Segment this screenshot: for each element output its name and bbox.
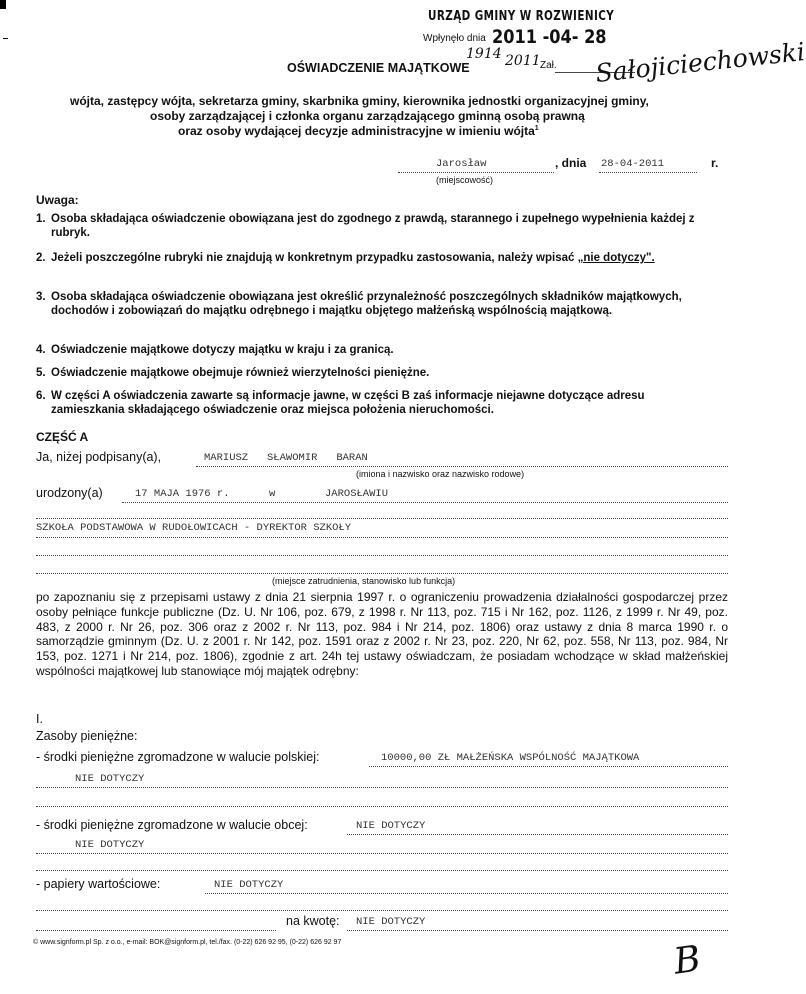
attachments-label: Zał. bbox=[540, 60, 557, 71]
pln-label: - środki pieniężne zgromadzone w walucie polskiej: bbox=[36, 750, 320, 764]
subtitle-line-1: wójta, zastępcy wójta, sekretarza gminy, skarbnika gminy, kierownika jednostki organizacyjnej gminy, bbox=[70, 94, 649, 108]
date-label: , dnia bbox=[555, 156, 587, 170]
pln-line-2 bbox=[36, 787, 728, 788]
scan-corner-mark bbox=[0, 0, 6, 9]
securities-label-visible: - papiery wartościowe: bbox=[36, 877, 161, 891]
date-value: 28-04-2011 bbox=[601, 158, 665, 170]
scan-edge-mark bbox=[3, 38, 8, 39]
employment-caption: (miejsce zatrudnienia, stanowisko lub funkcja) bbox=[272, 576, 456, 586]
footer-note: © www.signform.pl Sp. z o.o., e-mail: BOK@signform.pl, tel./fax. (0-22) 626 92 95, (0-22) 626 92 97 bbox=[33, 939, 342, 946]
employment-line-2 bbox=[36, 555, 728, 556]
registration-year: 2011 bbox=[505, 53, 541, 69]
securities-line-2 bbox=[36, 910, 728, 911]
name-caption: (imiona i nazwisko oraz nazwisko rodowe) bbox=[356, 469, 525, 479]
subtitle-line-2: osoby zarządzającej i członka organu zarządzającego gminną osobą prawną bbox=[150, 109, 585, 123]
place-caption: (miejscowość) bbox=[436, 175, 494, 185]
declaration-paragraph: po zapoznaniu się z przepisami ustawy z dnia 21 sierpnia 1997 r. o ograniczeniu prowadzenia działalności gospodarczej przez osoby pełniące funkcje publiczne (Dz. U. Nr 106, poz. 679, z 1998 r. Nr 113, poz. 715 i Nr 162, poz. 1126, z 1999 r. Nr 49, poz. 483, z 2000 r. Nr 26, poz. 306 oraz z 2002 r. Nr 113, poz. 984 i Nr 214, poz. 1806) oraz ustawy z dnia 8 marca 1990 r. o samorządzie gminnym (Dz. U. z 2001 r. Nr 142, poz. 1591 oraz z 2002 r. Nr 23, poz. 220, Nr 62, poz. 558, Nr 113, poz. 984, Nr 153, poz. 1271 i Nr 214, poz. 1806), zgodnie z art. 24h tej ustawy oświadczam, że posiadam wchodzące w skład małżeńskiej wspólności majątkowej lub stanowiące mój majątek odrębny: bbox=[36, 590, 728, 678]
handwritten-initials: B bbox=[671, 938, 704, 983]
pln-value: 10000,00 ZŁ MAŁŻEŃSKA WSPÓLNOŚĆ MAJĄTKOWA bbox=[381, 752, 640, 764]
part-a-heading: CZĘŚĆ A bbox=[36, 430, 89, 444]
employment-line-3 bbox=[36, 573, 728, 574]
office-stamp-name: URZĄD GMINY W ROZWIENICY bbox=[428, 9, 615, 24]
document-title: OŚWIADCZENIE MAJĄTKOWE bbox=[287, 61, 470, 75]
received-date: 2011 -04- 28 bbox=[492, 26, 607, 48]
foreign-line bbox=[347, 834, 728, 835]
amount-label: na kwotę: bbox=[286, 914, 340, 928]
birth-place: JAROSŁAWIU bbox=[325, 488, 389, 500]
employment-line bbox=[36, 537, 728, 538]
securities-line bbox=[205, 893, 728, 894]
birth-in: w bbox=[269, 488, 276, 500]
foreign-value: NIE DOTYCZY bbox=[356, 820, 426, 832]
notes-heading: Uwaga: bbox=[36, 193, 79, 207]
birth-date: 17 MAJA 1976 r. bbox=[135, 488, 230, 500]
foreign-line-3 bbox=[36, 870, 728, 871]
signed-label: Ja, niżej podpisany(a), bbox=[36, 450, 162, 464]
amount-value: NIE DOTYCZY bbox=[356, 916, 426, 928]
pln-line-3 bbox=[36, 806, 728, 807]
name-line bbox=[196, 466, 728, 467]
pln-line bbox=[369, 766, 728, 767]
date-line bbox=[599, 172, 697, 173]
birth-line bbox=[122, 502, 728, 503]
place-line bbox=[398, 172, 554, 173]
section-i-heading: Zasoby pieniężne: bbox=[36, 729, 138, 743]
pln-line-2-value: NIE DOTYCZY bbox=[75, 773, 145, 785]
subtitle-line-3: oraz osoby wydającej decyzje administracyjne w imieniu wójta$^1$ bbox=[178, 124, 539, 138]
amount-left-line bbox=[36, 930, 276, 931]
handwritten-signature: Sałojiciechowski bbox=[594, 37, 806, 88]
employment-value: SZKOŁA PODSTAWOWA W RUDOŁOWICACH - DYREKTOR SZKOŁY bbox=[36, 522, 352, 534]
place-value: Jarosław bbox=[436, 158, 487, 170]
securities-value: NIE DOTYCZY bbox=[214, 879, 284, 891]
foreign-label: - środki pieniężne zgromadzone w walucie obcej: bbox=[36, 818, 308, 832]
full-name: MARIUSZ SŁAWOMIR BARAN bbox=[204, 452, 368, 464]
foreign-line-2 bbox=[36, 853, 728, 854]
amount-line bbox=[347, 930, 728, 931]
date-suffix: r. bbox=[711, 156, 719, 170]
foreign-line-2-value: NIE DOTYCZY bbox=[75, 839, 145, 851]
registration-number: 1914 bbox=[466, 46, 502, 62]
section-i-number: I. bbox=[36, 712, 43, 726]
blank-line bbox=[36, 518, 728, 519]
received-label: Wpłynęło dnia bbox=[423, 33, 486, 44]
born-label: urodzony(a) bbox=[36, 486, 103, 500]
